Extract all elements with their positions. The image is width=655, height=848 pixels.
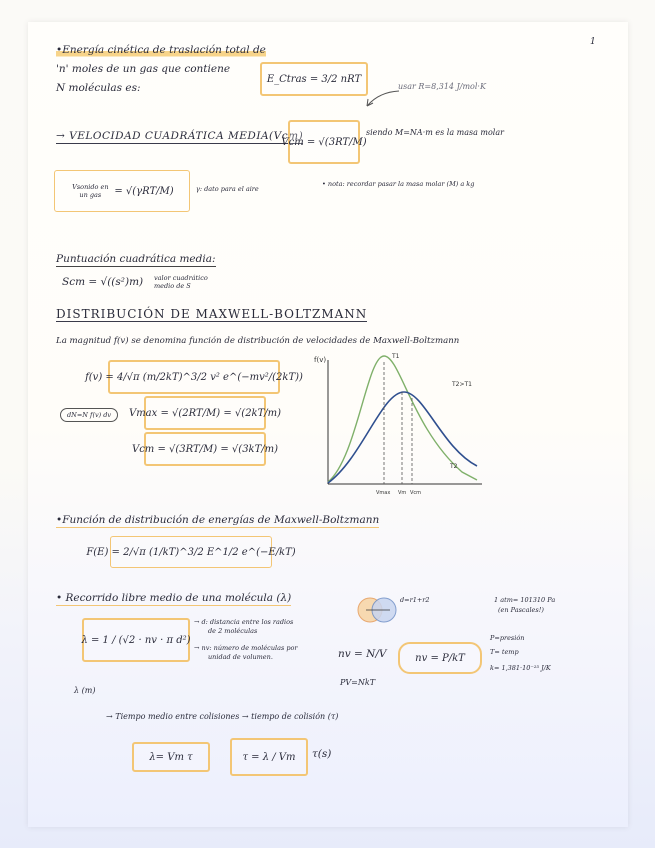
energy-distribution-formula: F(E) = 2/√π (1/kT)^3/2 E^1/2 e^(−E/kT) [110, 536, 272, 568]
pressure-definition: P=presión [490, 634, 525, 642]
intro-line-2: 'n' moles de un gas que contiene [56, 63, 231, 75]
nv-pressure-formula: nv = P/kT [398, 642, 482, 674]
intro-line-1: •Energía cinética de traslación total de [56, 44, 266, 56]
radius-sum: d=r1+r2 [400, 596, 430, 604]
paper-sheet [28, 22, 628, 827]
sound-speed-box [54, 170, 190, 212]
lambda-units: λ (m) [74, 686, 96, 695]
kinetic-energy-formula: E_Ctras = 3/2 nRT [260, 62, 368, 96]
collision-time-heading: → Tiempo medio entre colisiones → tiempo de colisión (τ) [106, 712, 339, 721]
sound-speed-formula: = √(γRT/M) [114, 185, 174, 197]
label-t2: T2 [450, 463, 458, 470]
d-note-1: → d: distancia entre los radios [194, 618, 294, 626]
maxwell-boltzmann-intro: La magnitud f(v) se denomina función de distribución de velocidades de Maxwell-Boltzmann [56, 336, 460, 346]
tick-vm: Vm [398, 490, 407, 496]
vmax-formula: Vmax = √(2RT/M) = √(2kT/m) [144, 396, 266, 430]
d-note-2: de 2 moléculas [208, 627, 258, 635]
boltzmann-constant: k= 1,381·10⁻²³ J/K [490, 664, 551, 672]
tick-vmax: Vmax [376, 490, 391, 496]
maxwell-boltzmann-title: DISTRIBUCIÓN DE MAXWELL-BOLTZMANN [56, 307, 368, 321]
vcm-heading: → VELOCIDAD CUADRÁTICA MEDIA(Vcm) [56, 130, 304, 142]
graph-y-label: f(v) [314, 356, 327, 364]
maxwell-boltzmann-graph [312, 348, 492, 498]
temperature-relation: T2>T1 [452, 381, 472, 388]
temperature-definition: T= temp [490, 648, 519, 656]
mean-score-heading: Puntuación cuadrática media: [56, 253, 216, 265]
mean-free-path-formula: λ = 1 / (√2 · nv · π d²) [82, 618, 190, 662]
dn-label: dN=N f(v) dv [60, 408, 118, 422]
nv-note-1: → nv: número de moléculas por [194, 644, 298, 652]
label-t1: T1 [392, 353, 400, 360]
mean-free-path-heading: • Recorrido libre medio de una molécula (λ) [56, 592, 292, 604]
collision-time-formula: τ = λ / Vm [230, 738, 308, 776]
arrow-icon [361, 88, 401, 112]
vcm-formula: Vcm = √(3RT/M) [288, 120, 360, 164]
vcm-note: siendo M=NA·m es la masa molar [366, 128, 504, 137]
tau-units: τ(s) [312, 748, 332, 760]
nv-note-2: unidad de volumen. [208, 653, 273, 661]
nv-formula: nv = N/V [338, 648, 387, 660]
lambda-velocity-formula: λ= Vm τ [132, 742, 210, 772]
page-number: 1 [590, 37, 596, 47]
pascal-note: (en Pascales!) [498, 606, 544, 614]
mean-score-formula: Scm = √((s²)m) [62, 276, 144, 288]
mean-score-note-1: valor cuadrático [154, 274, 208, 282]
sound-speed-label: Vsonido en un gas [72, 183, 109, 199]
vcm-kt-formula: Vcm = √(3RT/M) = √(3kT/m) [144, 432, 266, 466]
gas-constant-note: usar R=8,314 J/mol·K [398, 82, 486, 91]
mean-score-note-2: medio de S [154, 282, 191, 290]
molecule-collision-diagram [354, 592, 402, 630]
tick-vcm: Vcm [410, 490, 422, 496]
molar-mass-note: • nota: recordar pasar la masa molar (M) a kg [322, 180, 475, 188]
gamma-note: γ: dato para el aire [196, 185, 259, 193]
energy-distribution-heading: •Función de distribución de energías de Maxwell-Boltzmann [56, 514, 380, 526]
velocity-distribution-formula: f(v) = 4/√π (m/2kT)^3/2 v² e^(−mv²/(2kT)) [108, 360, 280, 394]
atm-conversion: 1 atm= 101310 Pa [494, 596, 556, 604]
intro-line-3: N moléculas es: [56, 82, 141, 94]
ideal-gas-equation: PV=NkT [340, 678, 376, 687]
